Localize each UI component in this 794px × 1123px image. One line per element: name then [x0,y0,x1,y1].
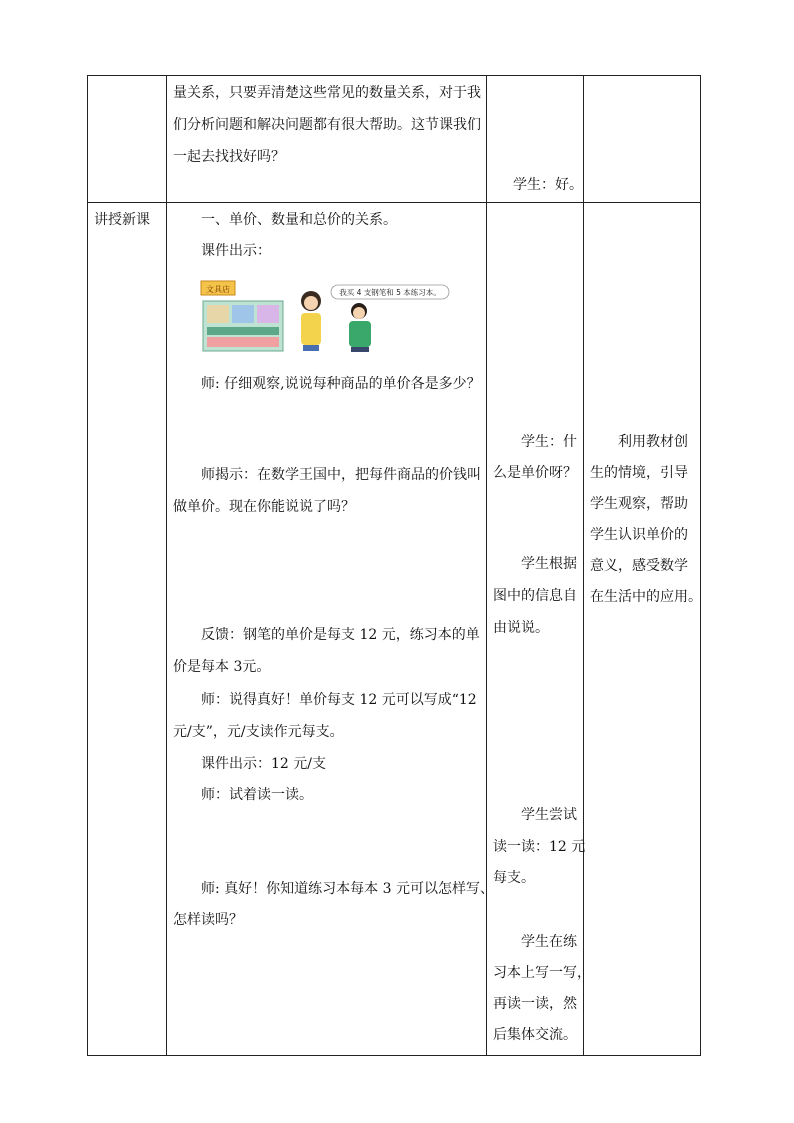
intent-line: 在生活中的应用。 [590,589,702,605]
lesson-plan-table [87,75,701,1056]
content-line: 量关系，只要弄清楚这些常见的数量关系，对于我 [173,85,481,101]
stage-cell [88,76,167,203]
student-response: 由说说。 [493,620,549,636]
intent-cell [584,76,701,203]
stage-label: 讲授新课 [94,212,150,228]
student-response: 读一读：12 元 [493,839,586,855]
content-cell [167,76,487,203]
content-line: 做单价。现在你能说说了吗？ [173,499,355,515]
student-response: 再读一读，然 [493,996,577,1012]
speech-bubble-text: 我买 4 支钢笔和 5 本练习本。 [339,288,441,297]
content-cell [167,203,494,1056]
student-response: 每支。 [493,870,535,886]
content-line: 一起去找找好吗？ [173,149,285,165]
shop-sign-text: 文具店 [206,285,230,294]
intent-cell [584,203,701,1056]
content-line: 师：说得真好！单价每支 12 元可以写成“12 [201,692,477,708]
content-line: 师：试着读一读。 [201,787,313,803]
student-response: 么是单价呀？ [493,465,577,481]
content-line: 们分析问题和解决问题都有很大帮助。这节课我们 [173,117,481,133]
student-response: 学生：好。 [513,177,583,193]
stage-cell [88,203,167,1056]
content-line: 反馈：钢笔的单价是每支 12 元，练习本的单 [201,627,480,643]
student-response: 学生：什 [521,434,577,450]
intent-line: 学生观察，帮助 [590,496,688,512]
student-response: 学生根据 [521,556,577,572]
student-response: 习本上写一写， [493,965,591,981]
intent-line: 意义，感受数学 [590,558,688,574]
student-response: 图中的信息自 [493,588,577,604]
textbook-illustration [197,275,451,353]
content-line: 师揭示：在数学王国中，把每件商品的价钱叫 [201,467,481,483]
table-row [88,203,701,1056]
intent-line: 生的情境，引导 [590,465,688,481]
content-line: 课件出示：12 元/支 [201,756,326,772]
section-heading: 一、单价、数量和总价的关系。 [201,212,397,228]
content-line: 师: 仔细观察,说说每种商品的单价各是多少？ [201,376,481,392]
content-line: 怎样读吗？ [173,912,243,928]
student-response: 学生尝试 [521,807,577,823]
table-row [88,76,701,203]
student-response: 学生在练 [521,934,577,950]
content-line: 师: 真好！你知道练习本每本 3 元可以怎样写、 [201,881,494,897]
content-line: 课件出示： [201,243,271,259]
student-response: 后集体交流。 [493,1027,577,1043]
student-cell [487,76,584,203]
student-cell [487,203,591,1056]
content-line: 价是每本 3元。 [173,659,271,675]
intent-line: 利用教材创 [618,434,688,450]
content-line: 元/支”，元/支读作元每支。 [173,724,344,740]
intent-line: 学生认识单价的 [590,527,688,543]
